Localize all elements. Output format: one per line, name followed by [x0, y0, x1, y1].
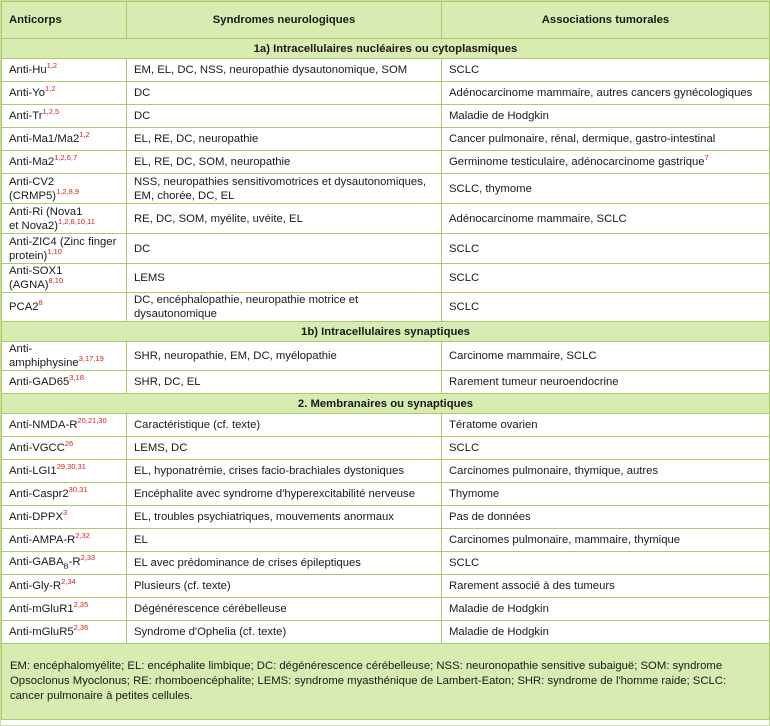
tumor-cell: SCLC [442, 293, 770, 322]
table-row [2, 575, 770, 598]
syndrome-cell: Dégénérescence cérébelleuse [127, 598, 442, 621]
antibody-name: Anti-GABA [9, 556, 64, 569]
antibody-cell [2, 264, 127, 293]
tumor-cell: Rarement tumeur neuroendocrine [442, 371, 770, 394]
antibody-name: Anti-mGluR5 [9, 626, 74, 638]
tumor-cell: SCLC [442, 264, 770, 293]
syndrome-cell: EL avec prédominance de crises épileptiques [127, 552, 442, 575]
tumor-cell: Rarement associé à des tumeurs [442, 575, 770, 598]
reference-sup: 3 [63, 508, 68, 517]
reference-sup: 20,21,30 [77, 416, 107, 425]
reference-sup: 7 [704, 153, 709, 162]
antibody-cell [2, 552, 127, 575]
antibody-name: Anti-Gly-R [9, 580, 62, 592]
antibody-name: Anti-Ma2 [9, 156, 55, 168]
syndrome-cell: DC, encéphalopathie, neuropathie motrice et dysautonomique [127, 293, 442, 322]
syndrome-cell: SHR, DC, EL [127, 371, 442, 394]
reference-sup: 2,36 [73, 623, 89, 632]
tumor-cell: SCLC [442, 437, 770, 460]
syndrome-cell: LEMS [127, 264, 442, 293]
syndrome-cell: SHR, neuropathie, EM, DC, myélopathie [127, 342, 442, 371]
syndrome-cell: DC [127, 105, 442, 128]
antibody-name: Anti-ZIC4 (Zinc finger [9, 235, 117, 248]
table-row [2, 552, 770, 575]
antibody-name: Anti-Caspr2 [9, 488, 69, 500]
syndrome-cell: Encéphalite avec syndrome d'hyperexcitabilité nerveuse [127, 483, 442, 506]
antibody-name: Anti-Ri (Nova1 [9, 205, 83, 218]
antibody-name-cont: et Nova2) [9, 219, 58, 232]
table-row [2, 204, 770, 234]
table-row [2, 105, 770, 128]
table-row [2, 342, 770, 371]
syndrome-cell: RE, DC, SOM, myélite, uvéite, EL [127, 204, 442, 234]
tumor-cell: Carcinomes pulmonaire, mammaire, thymique [442, 529, 770, 552]
antibody-cell [2, 621, 127, 644]
section-title-2: 2. Membranaires ou synaptiques [2, 394, 770, 414]
table-row [2, 82, 770, 105]
antibody-name: Anti-LGI1 [9, 465, 57, 477]
antibody-cell [2, 204, 127, 234]
antibody-cell [2, 59, 127, 82]
antibody-name: Anti-AMPA-R [9, 534, 76, 546]
reference-sup: 2,35 [73, 600, 89, 609]
syndrome-cell: EL, RE, DC, SOM, neuropathie [127, 151, 442, 174]
antibody-cell [2, 128, 127, 151]
syndrome-cell: LEMS, DC [127, 437, 442, 460]
table-row [2, 529, 770, 552]
table-row [2, 460, 770, 483]
table-row [2, 437, 770, 460]
antibody-cell [2, 575, 127, 598]
table-row [2, 151, 770, 174]
antibody-name-cont: protein) [9, 249, 48, 262]
tumor-cell: SCLC [442, 552, 770, 575]
tumor-cell: Maladie de Hodgkin [442, 105, 770, 128]
reference-sup: 2,32 [75, 531, 90, 540]
tumor-cell: SCLC [442, 59, 770, 82]
table-row [2, 483, 770, 506]
tumor-cell: Carcinome mammaire, SCLC [442, 342, 770, 371]
antibody-name: PCA2 [9, 301, 39, 313]
antibody-name: Anti-mGluR1 [9, 603, 74, 615]
table-row [2, 293, 770, 322]
antibody-name: Anti-DPPX [9, 511, 63, 523]
reference-sup: 26 [64, 439, 74, 448]
antibody-cell [2, 506, 127, 529]
table-row [2, 234, 770, 264]
antibody-cell [2, 529, 127, 552]
reference-sup: 1,2 [79, 130, 90, 139]
antibody-name: Anti-NMDA-R [9, 419, 78, 431]
tumor-cell: Adénocarcinome mammaire, autres cancers gynécologiques [442, 82, 770, 105]
tumor-cell: Carcinomes pulmonaire, thymique, autres [442, 460, 770, 483]
syndrome-cell: Syndrome d'Ophelia (cf. texte) [127, 621, 442, 644]
antibody-cell [2, 151, 127, 174]
table-row [2, 371, 770, 394]
footnote-abbreviations: EM: encéphalomyélite; EL: encéphalite limbique; DC: dégénérescence cérébelleuse; NSS: neuronopathie sensitive subaiguë; SOM: syndrome Opsoclonus Myoclonus; RE: rhomboencéphalite; LEMS: syndrome myasthénique de Lambert-Eaton; SHR: syndrome de l'homme raide; SCLC: cancer pulmonaire à petites cellules. [2, 644, 770, 720]
antibody-name-suffix: -R [68, 556, 81, 569]
antibody-name: Anti-Hu [9, 64, 47, 76]
antibody-cell [2, 483, 127, 506]
antibody-cell [2, 174, 127, 204]
reference-sup: 8,10 [48, 276, 64, 285]
antibody-name: Anti-Yo [9, 87, 46, 99]
antibody-name: Anti-Tr [9, 110, 43, 122]
tumor-cell [442, 151, 770, 174]
antibody-cell [2, 414, 127, 437]
table-row [2, 174, 770, 204]
reference-sup: 2,34 [61, 577, 76, 586]
tumor-cell: Cancer pulmonaire, rénal, dermique, gastro-intestinal [442, 128, 770, 151]
table-row [2, 621, 770, 644]
antibody-cell [2, 437, 127, 460]
syndrome-cell: DC [127, 234, 442, 264]
table-row [2, 59, 770, 82]
syndrome-cell: EL [127, 529, 442, 552]
section-title-1a: 1a) Intracellulaires nucléaires ou cytoplasmiques [2, 39, 770, 59]
footnote-row [2, 644, 770, 720]
reference-sup: 2,33 [80, 553, 96, 563]
antibody-cell [2, 82, 127, 105]
header-antibody: Anticorps [2, 2, 127, 39]
tumor-text: Germinome testiculaire, adénocarcinome gastrique [449, 156, 705, 168]
table-row [2, 598, 770, 621]
syndrome-cell: EL, troubles psychiatriques, mouvements anormaux [127, 506, 442, 529]
table-row [2, 414, 770, 437]
antibody-cell [2, 293, 127, 322]
antibody-name: Anti-GAD65 [9, 376, 70, 388]
tumor-cell: Maladie de Hodgkin [442, 598, 770, 621]
reference-sup: 30,31 [68, 485, 88, 494]
antibody-name: Anti-SOX1 (AGNA) [9, 265, 63, 291]
reference-sup: 1,10 [47, 246, 62, 256]
table-row [2, 506, 770, 529]
tumor-cell: Pas de données [442, 506, 770, 529]
reference-sup: 29,30,31 [56, 462, 86, 471]
section-row [2, 39, 770, 59]
tumor-cell: SCLC [442, 234, 770, 264]
antibody-cell [2, 342, 127, 371]
antibody-name: Anti-amphiphysine [9, 343, 79, 369]
reference-sup: 1,2 [45, 84, 56, 93]
reference-sup: 3,18 [69, 373, 84, 382]
reference-sup: 1,2 [46, 61, 58, 70]
section-title-1b: 1b) Intracellulaires synaptiques [2, 322, 770, 342]
header-syndromes: Syndromes neurologiques [127, 2, 442, 39]
reference-sup: 1,2,5 [42, 107, 60, 116]
syndrome-cell: Plusieurs (cf. texte) [127, 575, 442, 598]
syndrome-cell: DC [127, 82, 442, 105]
table-row [2, 264, 770, 293]
table-row [2, 128, 770, 151]
reference-sup: 1,2,8,9 [56, 186, 80, 196]
tumor-cell: Thymome [442, 483, 770, 506]
antibody-name: Anti-CV2 (CRMP5) [9, 175, 57, 202]
section-row [2, 394, 770, 414]
syndrome-cell: Caractéristique (cf. texte) [127, 414, 442, 437]
tumor-cell: Tératome ovarien [442, 414, 770, 437]
reference-sup: 1,2,8,10,11 [57, 216, 95, 226]
tumor-cell: Maladie de Hodgkin [442, 621, 770, 644]
antibody-cell [2, 234, 127, 264]
syndrome-cell: NSS, neuropathies sensitivomotrices et dysautonomiques, EM, chorée, DC, EL [127, 174, 442, 204]
syndrome-cell: EM, EL, DC, NSS, neuropathie dysautonomique, SOM [127, 59, 442, 82]
reference-sup: 1,2,6,7 [54, 153, 78, 162]
antibody-cell [2, 371, 127, 394]
syndrome-cell: EL, hyponatrémie, crises facio-brachiales dystoniques [127, 460, 442, 483]
antibody-cell [2, 598, 127, 621]
tumor-cell: Adénocarcinome mammaire, SCLC [442, 204, 770, 234]
section-row [2, 322, 770, 342]
antibody-cell [2, 105, 127, 128]
syndrome-cell: EL, RE, DC, neuropathie [127, 128, 442, 151]
antibody-name-subscript: B [63, 561, 69, 571]
antibody-cell [2, 460, 127, 483]
antibody-table [1, 1, 770, 720]
header-tumors: Associations tumorales [442, 2, 770, 39]
reference-sup: 3,17,19 [78, 354, 104, 363]
tumor-cell: SCLC, thymome [442, 174, 770, 204]
antibody-name: Anti-VGCC [9, 442, 65, 454]
reference-sup: 8 [38, 298, 43, 307]
antibody-name: Anti-Ma1/Ma2 [9, 133, 80, 145]
table-header-row [2, 2, 770, 39]
